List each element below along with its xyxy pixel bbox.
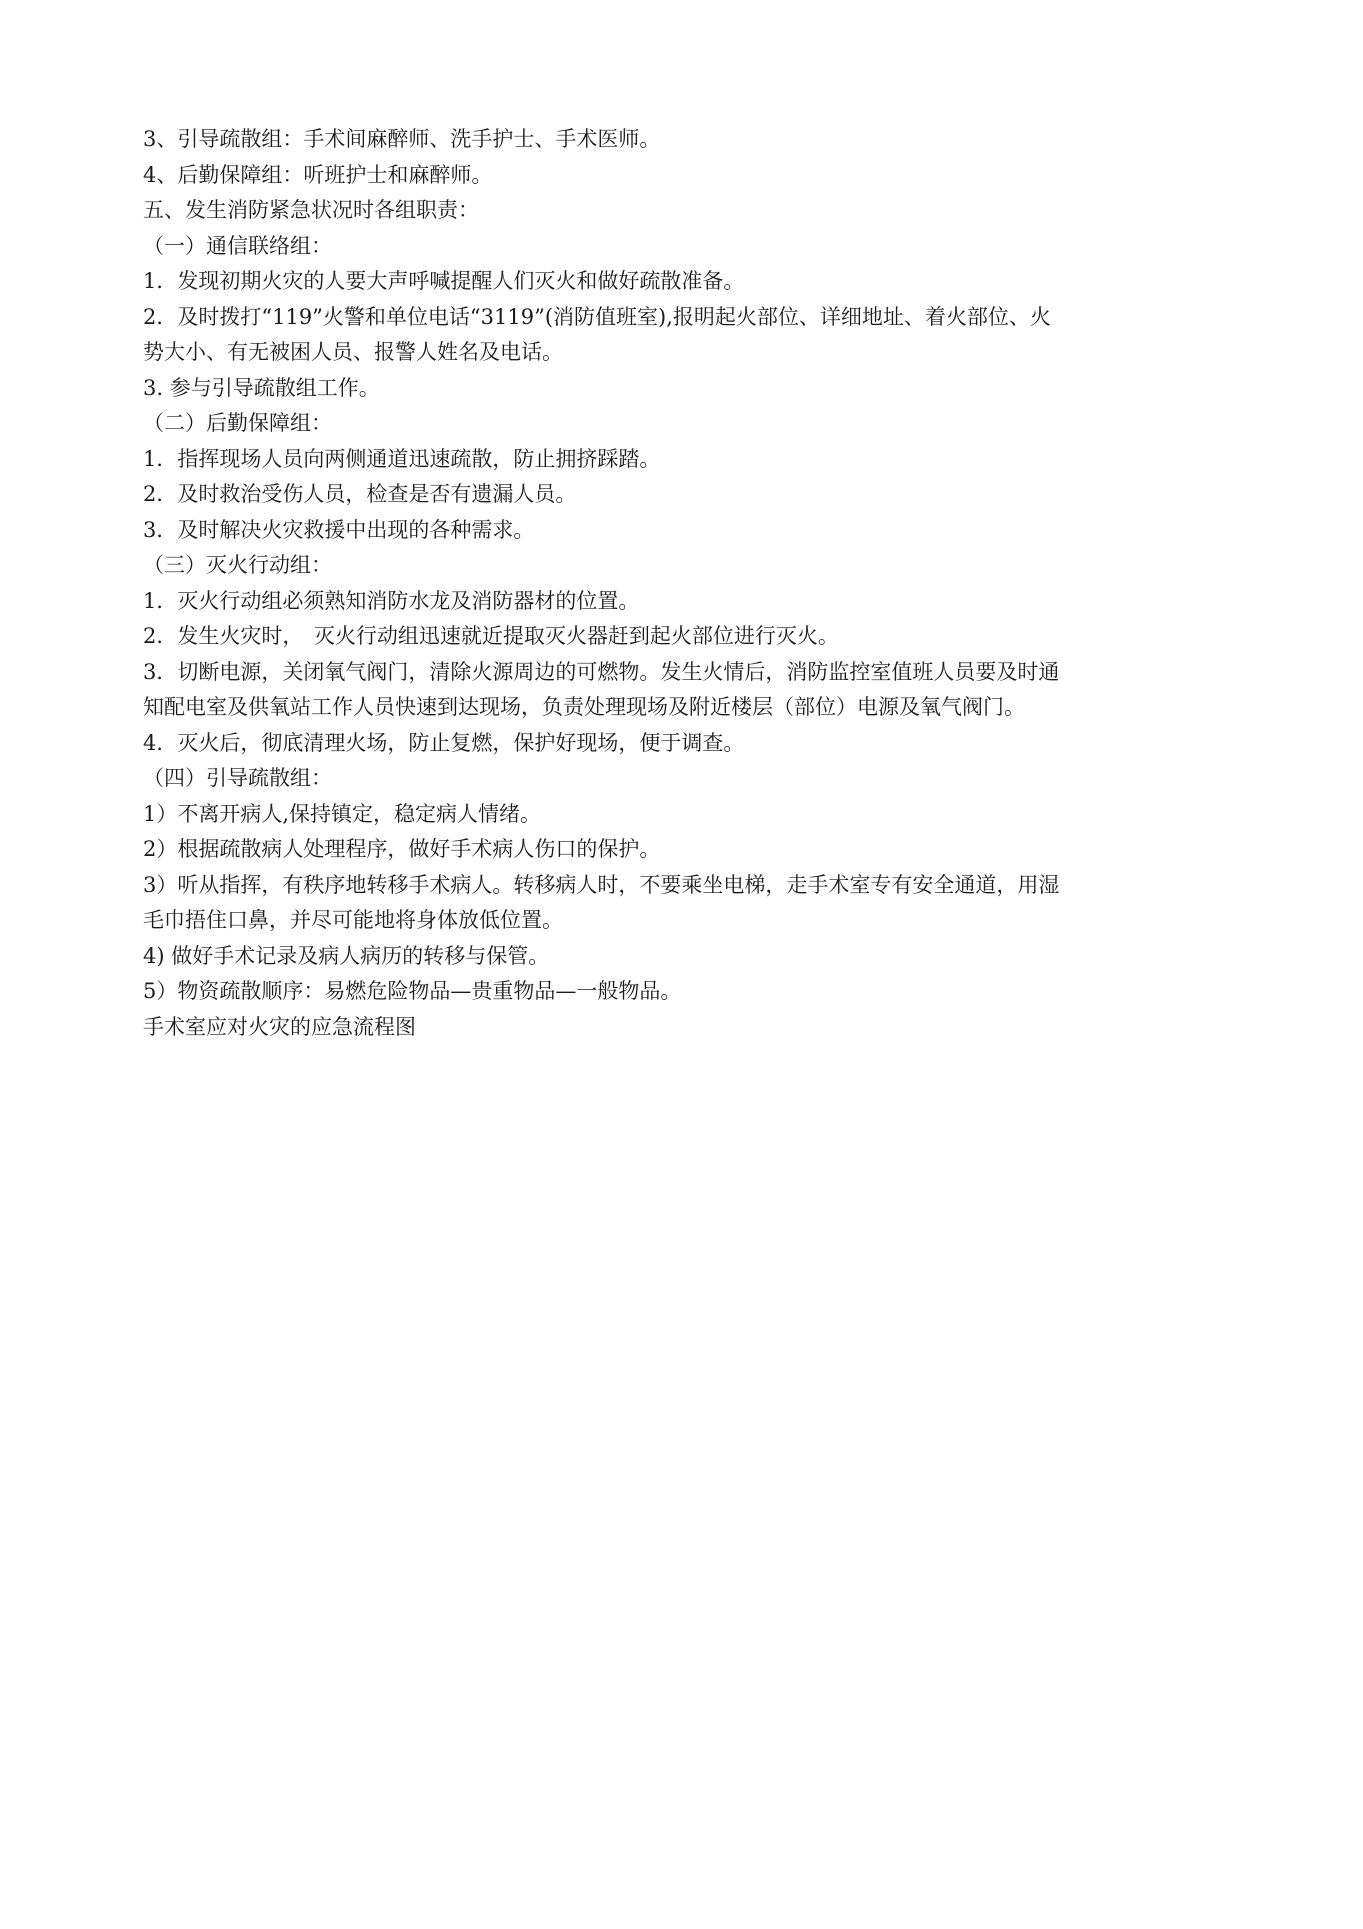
figure-caption: 手术室应对火灾的应急流程图 [143,1014,416,1039]
subsection-heading: （三）灭火行动组： [143,553,332,577]
section-heading: 五、发生消防紧急状况时各组职责： [143,198,479,222]
text-line: 3、引导疏散组：手术间麻醉师、洗手护士、手术医师。 [143,127,661,151]
subsection-heading: （四）引导疏散组： [143,766,332,790]
text-line: 知配电室及供氧站工作人员快速到达现场，负责处理现场及附近楼层（部位）电源及氧气阀门。 [143,695,1025,719]
text-line: 1．灭火行动组必须熟知消防水龙及消防器材的位置。 [143,588,640,613]
text-line: 4) 做好手术记录及病人病历的转移与保管。 [143,943,550,968]
text-line: 4．灭火后，彻底清理火场，防止复燃，保护好现场，便于调查。 [143,730,745,755]
text-line: 3. 参与引导疏散组工作。 [143,375,380,400]
text-line: 势大小、有无被困人员、报警人姓名及电话。 [143,340,563,364]
subsection-heading: （一）通信联络组： [143,233,332,258]
text-line: 2．及时拨打“119”火警和单位电话“3119”(消防值班室),报明起火部位、详细地址、着火部位、火 [143,304,1051,329]
text-line: 2）根据疏散病人处理程序，做好手术病人伤口的保护。 [143,837,661,861]
text-line: 1）不离开病人,保持镇定，稳定病人情绪。 [143,801,542,826]
text-line: 4、后勤保障组：听班护士和麻醉师。 [143,162,493,187]
text-line: 1．指挥现场人员向两侧通道迅速疏散，防止拥挤踩踏。 [143,446,661,471]
text-line: 3．切断电源，关闭氧气阀门，清除火源周边的可燃物。发生火情后，消防监控室值班人员要及时通 [143,659,1060,684]
text-line: 1．发现初期火灾的人要大声呼喊提醒人们灭火和做好疏散准备。 [143,269,745,293]
text-line: 3．及时解决火灾救援中出现的各种需求。 [143,517,535,542]
document-body [143,122,1223,1045]
text-line: 5）物资疏散顺序：易燃危险物品—贵重物品—一般物品。 [143,979,682,1003]
text-line: 毛巾捂住口鼻，并尽可能地将身体放低位置。 [143,908,563,932]
text-line: 2．发生火灾时， 灭火行动组迅速就近提取灭火器赶到起火部位进行灭火。 [143,624,839,648]
text-line: 2．及时救治受伤人员，检查是否有遗漏人员。 [143,482,577,506]
subsection-heading: （二）后勤保障组： [143,411,332,435]
text-line: 3）听从指挥，有秩序地转移手术病人。转移病人时，不要乘坐电梯，走手术室专有安全通道，用湿 [143,872,1060,897]
